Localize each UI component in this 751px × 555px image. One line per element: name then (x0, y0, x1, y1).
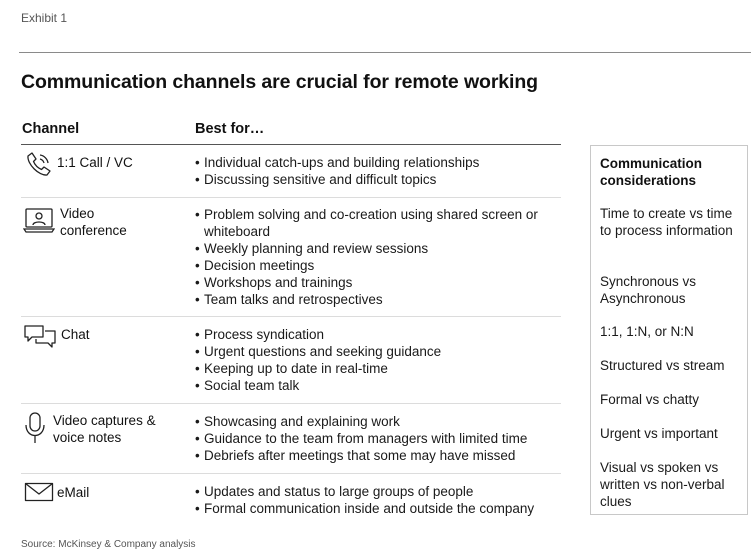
bullets-email (195, 483, 560, 517)
row-divider (21, 316, 561, 317)
list-item: • Team talks and retrospectives (195, 291, 560, 308)
bullets-call (195, 154, 560, 188)
channel-call: 1:1 Call / VC (57, 155, 133, 170)
list-item: • Social team talk (195, 377, 560, 394)
bullets-video-captures (195, 413, 560, 464)
consideration-item: Structured vs stream (600, 358, 725, 373)
consideration-item: Time to create vs time to process information (600, 206, 733, 238)
source-note: Source: McKinsey & Company analysis (21, 539, 196, 550)
list-item: • Urgent questions and seeking guidance (195, 343, 560, 360)
list-item: • Updates and status to large groups of people (195, 483, 560, 500)
list-item: • Guidance to the team from managers with limited time (195, 430, 560, 447)
chat-bubbles-icon (23, 324, 57, 355)
phone-icon (24, 151, 52, 184)
channel-video-captures: Video captures & voice notes (53, 413, 156, 445)
list-item: • Weekly planning and review sessions (195, 240, 560, 257)
bullets-chat (195, 326, 560, 394)
list-item: • Formal communication inside and outside the company (195, 500, 560, 517)
page-title: Communication channels are crucial for remote working (21, 71, 538, 93)
consideration-item: Urgent vs important (600, 426, 718, 441)
row-divider (21, 403, 561, 404)
channel-chat: Chat (61, 327, 90, 342)
row-divider (21, 473, 561, 474)
channel-email: eMail (57, 485, 90, 500)
list-item: • Workshops and trainings (195, 274, 560, 291)
list-item: • Keeping up to date in real-time (195, 360, 560, 377)
channel-video-conference: Video conference (60, 206, 127, 238)
considerations-title: Communication considerations (600, 156, 703, 188)
row-divider (21, 197, 561, 198)
laptop-person-icon (23, 207, 55, 240)
list-item: • Problem solving and co-creation using shared screen or whiteboard (195, 206, 560, 240)
header-divider (21, 144, 561, 145)
column-header-channel: Channel (22, 121, 80, 137)
list-item: • Individual catch-ups and building relationships (195, 154, 560, 171)
bullets-video-conference (195, 206, 560, 308)
microphone-icon (24, 411, 46, 450)
list-item: • Decision meetings (195, 257, 560, 274)
list-item: • Discussing sensitive and difficult topics (195, 171, 560, 188)
list-item: • Process syndication (195, 326, 560, 343)
consideration-item: 1:1, 1:N, or N:N (600, 324, 694, 339)
exhibit-label: Exhibit 1 (21, 11, 68, 25)
consideration-item: Formal vs chatty (600, 392, 700, 407)
list-item: • Showcasing and explaining work (195, 413, 560, 430)
envelope-icon (24, 482, 54, 507)
considerations-panel (590, 145, 748, 515)
consideration-item: Visual vs spoken vs written vs non-verbal clues (600, 460, 725, 509)
top-divider (19, 52, 751, 53)
list-item: • Debriefs after meetings that some may have missed (195, 447, 560, 464)
consideration-item: Synchronous vs Asynchronous (600, 274, 697, 306)
column-header-best-for: Best for… (195, 121, 265, 137)
